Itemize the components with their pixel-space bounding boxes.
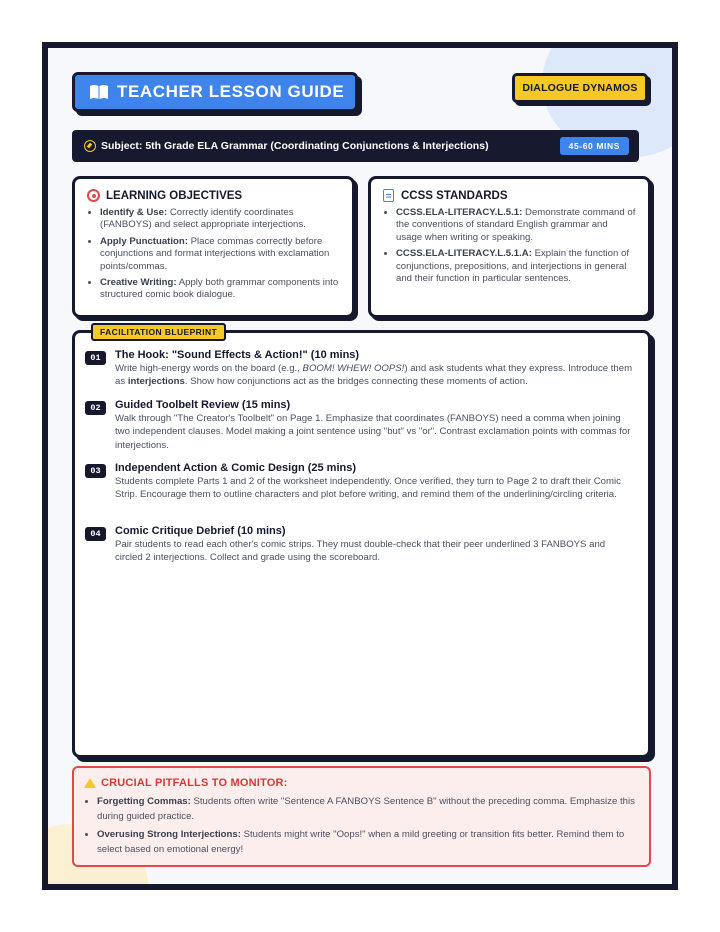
- list-item: [100, 277, 340, 302]
- step-description: Walk through "The Creator's Toolbelt" on Page 1. Emphasize that coordinates (FANBOYS) need a comma when joining two independent clauses. Model making a joint sentence using "but" vs "or". Contrast exclamation points with commas for interjections.: [115, 413, 631, 451]
- desc-text: . Show how conjunctions act as the bridges connecting these moments of action.: [184, 376, 528, 388]
- list-item: [396, 207, 636, 244]
- list-item: [100, 236, 340, 273]
- standards-card: [368, 176, 651, 318]
- subject-text: Subject: 5th Grade ELA Grammar (Coordinating Conjunctions & Interjections): [101, 140, 489, 152]
- item-label: Forgetting Commas:: [97, 796, 191, 807]
- step-item: [85, 399, 635, 452]
- item-text: Apply both grammar components into structured comic book dialogue.: [100, 277, 339, 301]
- subject-bar: [72, 130, 639, 162]
- objectives-list: [87, 207, 340, 302]
- desc-bold: interjections: [127, 376, 185, 388]
- item-text: Correctly identify coordinates (FANBOYS) and select appropriate interjections.: [100, 207, 306, 231]
- desc-emphasis: BOOM! WHEW! OOPS!: [302, 363, 405, 374]
- step-description: [115, 362, 635, 389]
- brand-badge: DIALOGUE DYNAMOS: [512, 73, 648, 103]
- item-label: CCSS.ELA-LITERACY.L.5.1.A:: [396, 248, 532, 260]
- compass-icon: [84, 140, 96, 152]
- step-number: 03: [85, 464, 106, 478]
- book-icon: [89, 84, 109, 100]
- pitfalls-box: [72, 766, 651, 867]
- list-item: [100, 207, 340, 232]
- objectives-header: [87, 189, 340, 202]
- list-item: [97, 794, 639, 824]
- page-title: TEACHER LESSON GUIDE: [117, 82, 345, 101]
- pitfalls-list: [84, 794, 639, 857]
- item-text: Explain the function of conjunctions, prepositions, and interjections in general and their function in particular sentences.: [396, 248, 630, 285]
- step-number: 01: [85, 351, 106, 365]
- desc-text: Write high-energy words on the board (e.g.,: [115, 363, 303, 374]
- duration-badge: 45-60 MINS: [560, 137, 629, 155]
- item-text: Students might write "Oops!" when a mild greeting or transition fits better. Remind them to select based on emotional energy!: [97, 829, 625, 855]
- step-number: 04: [85, 527, 106, 541]
- blueprint-label: FACILITATION BLUEPRINT: [91, 323, 226, 341]
- list-item: [97, 827, 639, 857]
- objectives-heading: LEARNING OBJECTIVES: [106, 189, 243, 202]
- objectives-card: [72, 176, 355, 318]
- step-title: Guided Toolbelt Review (15 mins): [115, 399, 291, 411]
- item-label: Overusing Strong Interjections:: [97, 829, 241, 840]
- item-text: Students often write "Sentence A FANBOYS Sentence B" without the preceding comma. Emphasize this during guided practice.: [97, 796, 635, 822]
- step-title: Comic Critique Debrief (10 mins): [115, 525, 286, 537]
- target-icon: [87, 189, 100, 202]
- item-text: Demonstrate command of the conventions of standard English grammar and usage when writing or speaking.: [396, 207, 636, 243]
- standards-list: [383, 207, 636, 285]
- facilitation-blueprint: [72, 327, 651, 758]
- pitfalls-heading: CRUCIAL PITFALLS TO MONITOR:: [101, 777, 288, 789]
- standards-header: [383, 189, 636, 202]
- pitfalls-header: [84, 777, 639, 789]
- step-title: Independent Action & Comic Design (25 mins): [115, 462, 357, 474]
- step-number: 02: [85, 401, 106, 415]
- item-label: Apply Punctuation:: [100, 235, 188, 247]
- item-label: Identify & Use:: [100, 207, 168, 218]
- document-icon: [383, 189, 394, 202]
- desc-text: ) and ask students what they express. Introduce them as: [115, 363, 633, 388]
- step-description: Students complete Parts 1 and 2 of the worksheet independently. Once verified, they turn to Page 2 to draft their Comic Strip. Encourage them to outline characters and plot before writing, and remind them of the underlining/circling criteria.: [115, 476, 621, 501]
- item-label: CCSS.ELA-LITERACY.L.5.1:: [396, 207, 523, 218]
- step-item: [85, 525, 635, 565]
- warning-icon: [84, 778, 96, 788]
- step-item: [85, 349, 635, 389]
- step-title: The Hook: "Sound Effects & Action!" (10 mins): [115, 349, 360, 361]
- item-text: Place commas correctly before conjunctions and format interjections with exclamation points/commas.: [100, 235, 330, 272]
- list-item: [396, 248, 636, 285]
- step-item: [85, 462, 635, 502]
- lesson-page: [42, 42, 678, 890]
- page-title-box: [72, 72, 358, 112]
- item-label: Creative Writing:: [100, 277, 177, 289]
- standards-heading: CCSS STANDARDS: [401, 189, 508, 202]
- step-description: Pair students to read each other's comic strips. They must double-check that their peer underlined 3 FANBOYS and circled 2 interjections. Collect and grade using the scoreboard.: [115, 539, 606, 564]
